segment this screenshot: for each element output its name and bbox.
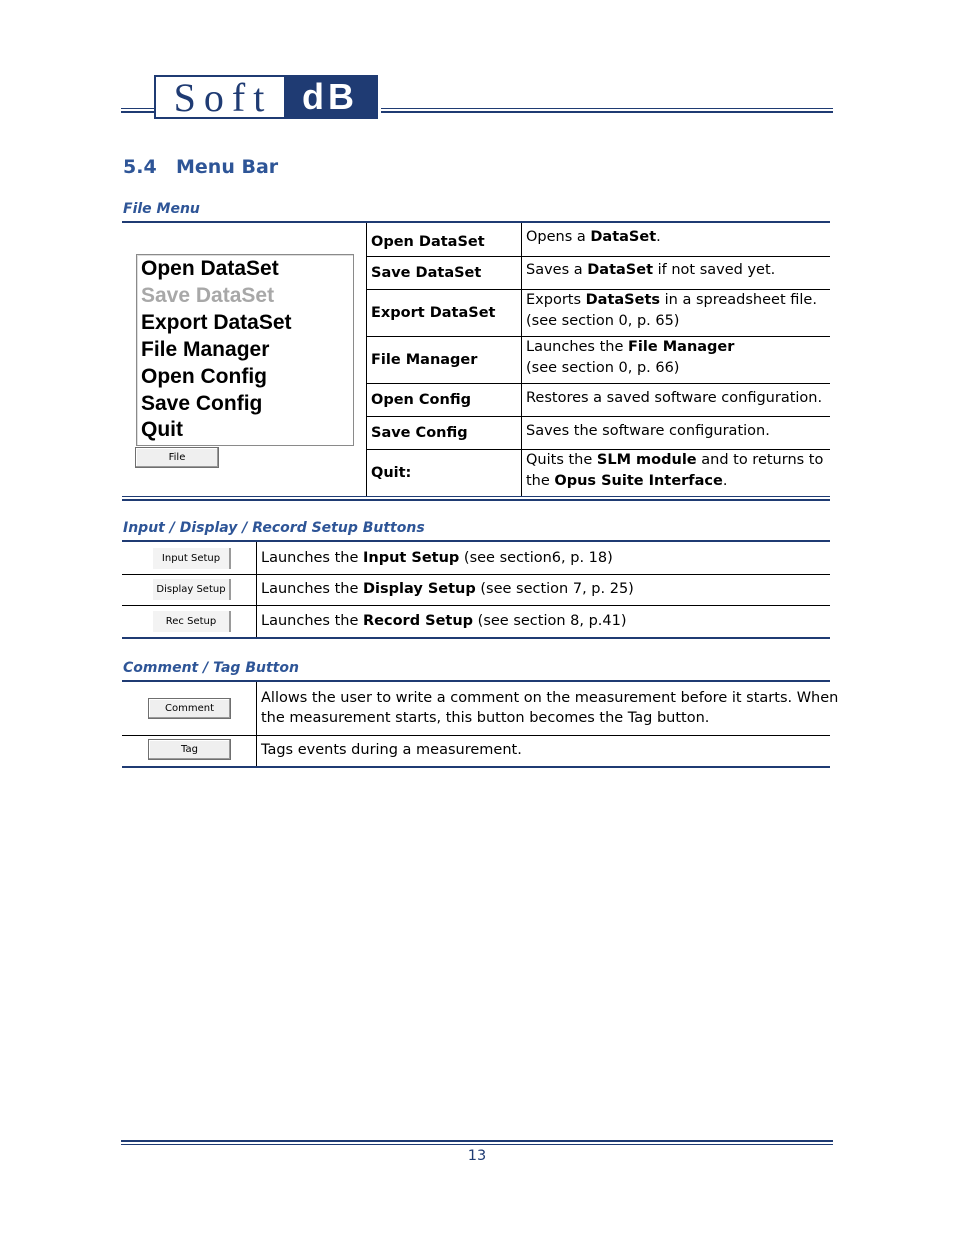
file-menu-heading: File Menu	[123, 201, 200, 217]
file-button[interactable]: File	[135, 447, 219, 468]
file-row-divider	[366, 416, 830, 417]
tag-row-desc: Tags events during a measurement.	[261, 742, 522, 758]
setup-row-desc: Launches the Display Setup (see section 7, p. 25)	[261, 581, 634, 597]
setup-table-bottom-rule	[122, 637, 830, 639]
comment-row-divider	[122, 735, 830, 736]
display-setup-button[interactable]: Display Setup	[153, 579, 231, 600]
menu-item-open-dataset[interactable]: Open DataSet	[141, 257, 279, 280]
file-row-divider	[366, 256, 830, 257]
file-row-desc: Restores a saved software configuration.	[526, 390, 823, 406]
file-row-name: Open DataSet	[371, 234, 485, 250]
comment-row-desc-2: the measurement starts, this button becomes the Tag button.	[261, 710, 710, 726]
footer-rule-bottom	[121, 1144, 833, 1145]
setup-row-desc: Launches the Record Setup (see section 8, p.41)	[261, 613, 627, 629]
header-rule-right-top	[381, 108, 833, 109]
setup-row-divider	[122, 574, 830, 575]
setup-row-divider	[122, 605, 830, 606]
file-row-name: Save DataSet	[371, 265, 482, 281]
page-number: 13	[467, 1148, 487, 1164]
file-row-name: File Manager	[371, 352, 478, 368]
header-rule-left-bottom	[121, 111, 154, 113]
comment-row-desc: Allows the user to write a comment on the measurement before it starts. When	[261, 690, 839, 706]
menu-item-quit[interactable]: Quit	[141, 418, 183, 441]
comment-col-divider	[256, 682, 257, 766]
tag-button[interactable]: Tag	[148, 739, 231, 760]
comment-table-top-rule	[122, 680, 830, 682]
file-row-desc: Quits the SLM module and to returns to	[526, 452, 824, 468]
file-row-desc: Exports DataSets in a spreadsheet file.	[526, 292, 817, 308]
file-row-name: Quit:	[371, 465, 412, 481]
header-rule-left-top	[121, 108, 154, 109]
file-row-name: Save Config	[371, 425, 468, 441]
footer-rule-top	[121, 1140, 833, 1142]
logo-soft-text: Soft	[173, 74, 273, 120]
rec-setup-button[interactable]: Rec Setup	[153, 611, 231, 632]
setup-table-top-rule	[122, 540, 830, 542]
logo-db-text: dB	[284, 77, 376, 117]
file-row-desc: Saves a DataSet if not saved yet.	[526, 262, 776, 278]
header-rule-right-bottom	[381, 111, 833, 113]
menu-item-open-config[interactable]: Open Config	[141, 365, 267, 388]
comment-tag-heading: Comment / Tag Button	[123, 660, 299, 676]
file-row-desc: Launches the File Manager	[526, 339, 735, 355]
menu-item-save-config[interactable]: Save Config	[141, 392, 263, 415]
comment-table-bottom-rule	[122, 766, 830, 768]
menu-item-export-dataset[interactable]: Export DataSet	[141, 311, 292, 334]
file-table-bottom-rule-thick	[122, 499, 830, 501]
file-row-desc-2: (see section 0, p. 66)	[526, 360, 680, 376]
file-row-desc: Saves the software configuration.	[526, 423, 770, 439]
file-col-divider	[521, 223, 522, 496]
setup-col-divider	[256, 542, 257, 637]
section-number: 5.4	[123, 156, 157, 178]
file-row-desc-2: the Opus Suite Interface.	[526, 473, 728, 489]
file-row-name: Open Config	[371, 392, 471, 408]
file-table-bottom-rule	[122, 496, 830, 497]
file-table-top-rule	[122, 221, 830, 223]
file-col-divider	[366, 223, 367, 496]
softdb-logo	[154, 75, 378, 119]
input-setup-button[interactable]: Input Setup	[153, 548, 231, 569]
section-title: Menu Bar	[176, 156, 279, 178]
file-row-desc: Opens a DataSet.	[526, 229, 661, 245]
menu-item-file-manager[interactable]: File Manager	[141, 338, 270, 361]
file-row-desc-2: (see section 0, p. 65)	[526, 313, 680, 329]
file-row-name: Export DataSet	[371, 305, 496, 321]
comment-button[interactable]: Comment	[148, 698, 231, 719]
menu-item-save-dataset: Save DataSet	[141, 284, 275, 307]
setup-row-desc: Launches the Input Setup (see section6, p. 18)	[261, 550, 613, 566]
file-row-divider	[366, 383, 830, 384]
setup-buttons-heading: Input / Display / Record Setup Buttons	[123, 520, 425, 536]
